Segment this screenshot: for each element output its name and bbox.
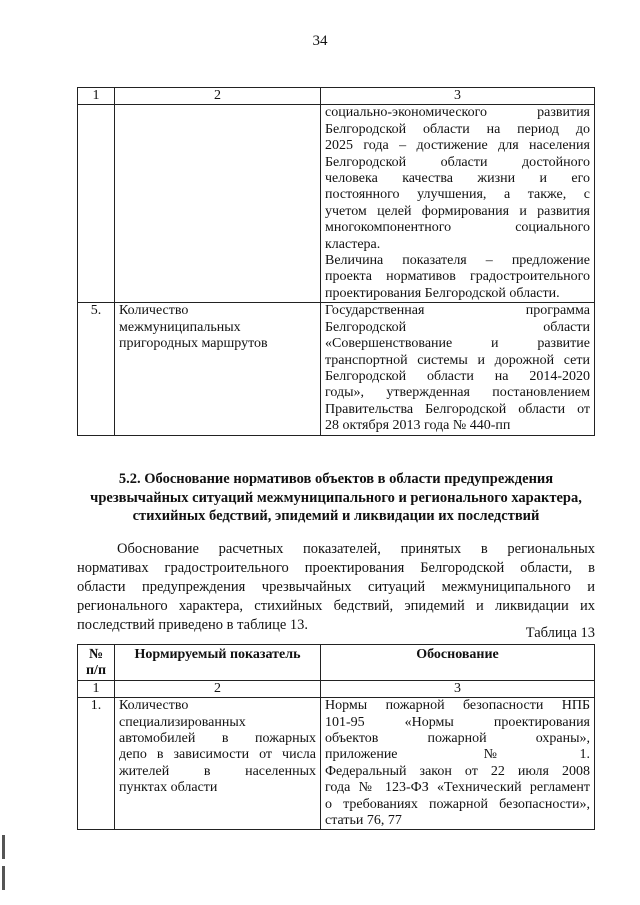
basis-line: Нормы пожарной безопасности НПБ <box>325 698 590 714</box>
header-basis: Обоснование <box>321 645 595 681</box>
col-number-1: 1 <box>78 680 115 697</box>
intro-paragraph <box>77 540 595 635</box>
paragraph-line: области предупреждения чрезвычайных ситуаций межмуниципального и <box>77 579 595 595</box>
indicator-line: Количество <box>119 698 189 714</box>
indicator-line: Количество <box>119 303 189 319</box>
basis-line: транспортной системы и дорожной сети <box>325 352 590 368</box>
basis-line: 28 октября 2013 года № 440-пп <box>325 418 511 434</box>
paragraph-line: регионального характера, стихийных бедствий, эпидемий и ликвидации их <box>77 598 595 614</box>
basis-line: человека качества жизни и его <box>325 171 590 187</box>
col-number-1: 1 <box>78 88 115 105</box>
indicator-line: жителей в населенных <box>119 763 316 779</box>
indicator-line: пунктах области <box>119 780 218 796</box>
basis-line: проектирования Белгородской области. <box>325 285 560 301</box>
basis-line: года № 123-ФЗ «Технический регламент <box>325 780 590 796</box>
scan-mark <box>2 866 5 890</box>
page-number: 34 <box>312 33 328 49</box>
column-number-row <box>78 680 595 697</box>
section-title <box>77 470 595 526</box>
table-row <box>78 303 595 435</box>
basis-line: учетом целей формирования и развития <box>325 203 590 219</box>
table-row <box>78 698 595 830</box>
basis-line: Белгородской области <box>325 319 590 335</box>
paragraph-line: нормативах градостроительного проектирования Белгородской области, в <box>77 560 595 576</box>
basis-line: 101-95 «Нормы проектирования <box>325 714 590 730</box>
table-13 <box>77 644 595 830</box>
indicator-line: пригородных маршрутов <box>119 336 268 352</box>
header-indicator: Нормируемый показатель <box>115 645 321 681</box>
col-number-3: 3 <box>321 88 595 105</box>
indicator-cell <box>115 698 321 830</box>
table-caption: Таблица 13 <box>525 625 595 641</box>
basis-line: 2025 года – достижение для населения <box>325 138 590 154</box>
basis-line: кластера. <box>325 236 381 252</box>
basis-line: проекта нормативов градостроительного <box>325 269 590 285</box>
paragraph-line: последствий приведено в таблице 13. <box>77 617 309 633</box>
paragraph-line: Обоснование расчетных показателей, принятых в региональных <box>117 541 595 557</box>
indicator-cell <box>115 105 321 303</box>
row-number <box>78 105 115 303</box>
indicator-line: депо в зависимости от числа <box>119 747 316 763</box>
basis-cell <box>321 698 595 830</box>
basis-line: о требованиях пожарной безопасности», <box>325 796 590 812</box>
basis-line: приложение №1. <box>325 747 590 763</box>
header-num: № п/п <box>78 645 115 681</box>
section-title-line: чрезвычайных ситуаций межмуниципального и регионального характера, <box>90 489 582 506</box>
basis-line: годы», утвержденная постановлением <box>325 385 590 401</box>
row-number: 5. <box>78 303 115 435</box>
basis-line: социально-экономического развития <box>325 105 590 121</box>
basis-line: Федеральный закон от 22 июля 2008 <box>325 763 590 779</box>
section-title-line: 5.2. Обоснование нормативов объектов в области предупреждения <box>118 471 554 487</box>
header-row <box>78 645 595 681</box>
col-number-2: 2 <box>115 680 321 697</box>
basis-line: многокомпонентного социального <box>325 220 590 236</box>
basis-line: постоянного улучшения, а также, с <box>325 187 590 203</box>
basis-line: Белгородской области на 2014-2020 <box>325 368 590 384</box>
basis-line: Белгородской области достойного <box>325 154 590 170</box>
row-number: 1. <box>78 698 115 830</box>
indicator-line: специализированных <box>119 714 246 730</box>
basis-line: объектов пожарной охраны», <box>325 731 590 747</box>
basis-line: «Совершенствование и развитие <box>325 336 590 352</box>
section-title-line: стихийных бедствий, эпидемий и ликвидации их последствий <box>132 508 540 524</box>
col-number-3: 3 <box>321 680 595 697</box>
basis-cell <box>321 303 595 435</box>
basis-line: статьи 76, 77 <box>325 813 402 829</box>
indicator-line: автомобилей в пожарных <box>119 731 316 747</box>
indicator-cell <box>115 303 321 435</box>
basis-line: Правительства Белгородской области от <box>325 401 590 417</box>
scan-mark <box>2 835 5 859</box>
basis-line: Белгородской области на период до <box>325 121 590 137</box>
basis-cell <box>321 105 595 303</box>
indicator-line: межмуниципальных <box>119 319 241 335</box>
col-number-2: 2 <box>115 88 321 105</box>
table-row <box>78 105 595 303</box>
continuation-table <box>77 87 595 436</box>
basis-line: Величина показателя – предложение <box>325 253 590 269</box>
column-number-row <box>78 88 595 105</box>
basis-line: Государственная программа <box>325 303 590 319</box>
